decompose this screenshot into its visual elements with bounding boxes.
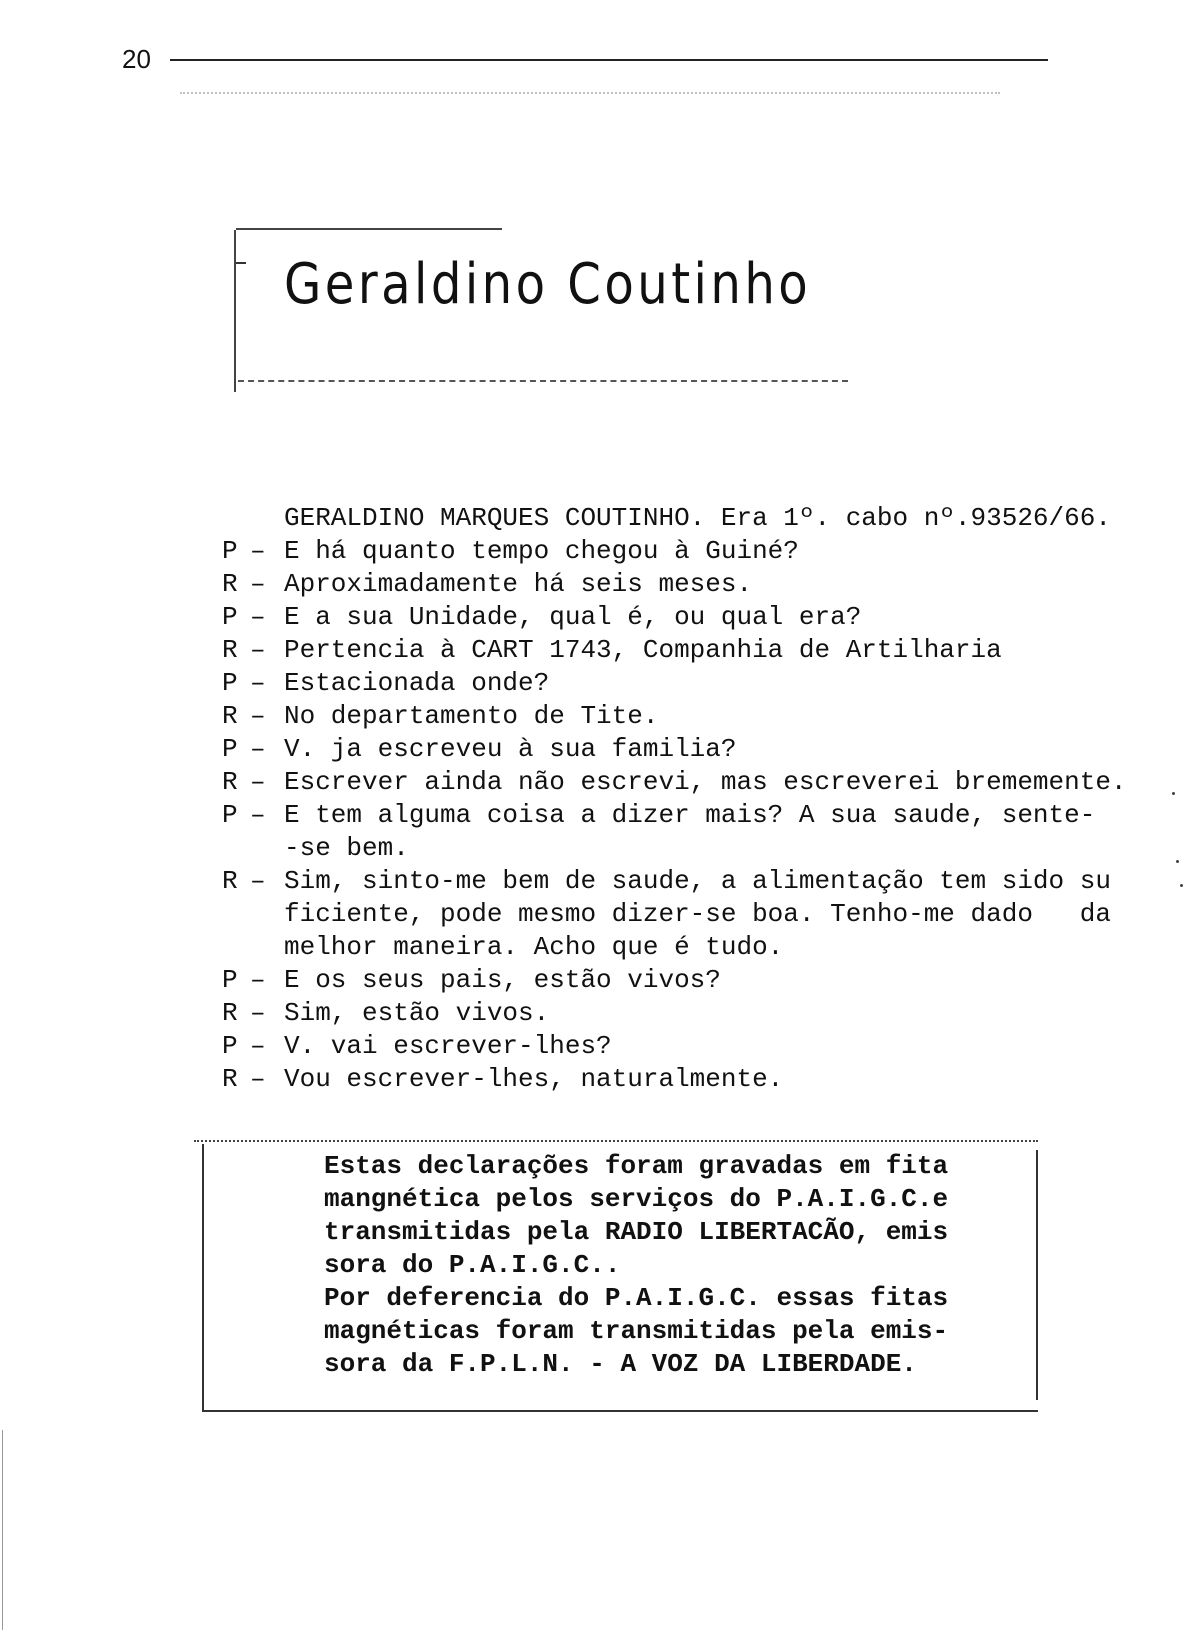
- margin-speck: [1180, 884, 1183, 887]
- dash-separator: –: [250, 536, 266, 566]
- question-line: [222, 667, 1142, 700]
- dash-separator: –: [250, 1064, 266, 1094]
- page-number: 20: [122, 44, 151, 74]
- dialogue-text: V. vai escrever-lhes?: [284, 1031, 612, 1061]
- dialogue-text: Estacionada onde?: [284, 668, 550, 698]
- dialogue-text: No departamento de Tite.: [284, 701, 659, 731]
- question-line: [222, 601, 1142, 634]
- dash-separator: –: [250, 701, 266, 731]
- dash-separator: –: [250, 668, 266, 698]
- speaker-label: R: [222, 866, 238, 896]
- dash-separator: –: [250, 734, 266, 764]
- speaker-label: R: [222, 701, 238, 731]
- dash-separator: –: [250, 767, 266, 797]
- dash-separator: –: [250, 635, 266, 665]
- interview-intro: GERALDINO MARQUES COUTINHO. Era 1º. cabo nº.93526/66.: [284, 503, 1111, 533]
- title-frame-bottom: [238, 380, 848, 382]
- page-title: Geraldino Coutinho: [284, 252, 812, 317]
- question-line: [222, 964, 1142, 997]
- title-frame-tick: [236, 262, 246, 264]
- question-line: [222, 1030, 1142, 1063]
- dash-separator: –: [250, 1031, 266, 1061]
- speaker-label: R: [222, 635, 238, 665]
- dialogue-text: E há quanto tempo chegou à Guiné?: [284, 536, 799, 566]
- header-specks: [180, 92, 1000, 98]
- speaker-label: R: [222, 998, 238, 1028]
- question-line: [222, 535, 1142, 568]
- header-rule: [170, 59, 1048, 61]
- dialogue-continuation: ficiente, pode mesmo dizer-se boa. Tenho-me dado da: [284, 899, 1111, 929]
- dialogue-text: Pertencia à CART 1743, Companhia de Artilharia: [284, 635, 1002, 665]
- answer-line: [222, 568, 1142, 601]
- speaker-label: P: [222, 536, 238, 566]
- speaker-label: R: [222, 767, 238, 797]
- dialogue-text: V. ja escreveu à sua familia?: [284, 734, 737, 764]
- answer-line: [222, 1063, 1142, 1096]
- note-line: mangnética pelos serviços do P.A.I.G.C.e: [324, 1184, 949, 1214]
- note-line: sora do P.A.I.G.C..: [324, 1250, 621, 1280]
- note-line: Estas declarações foram gravadas em fita: [324, 1151, 949, 1181]
- note-border-top: [194, 1140, 1038, 1142]
- answer-line: [222, 865, 1142, 898]
- dash-separator: –: [250, 965, 266, 995]
- speaker-label: P: [222, 668, 238, 698]
- dash-separator: –: [250, 866, 266, 896]
- dialogue-text: E tem alguma coisa a dizer mais? A sua saude, sente-: [284, 800, 1096, 830]
- question-line: [222, 733, 1142, 766]
- broadcast-note-box: [202, 1140, 1038, 1410]
- speaker-label: R: [222, 569, 238, 599]
- margin-speck: [1172, 792, 1175, 795]
- note-line: magnéticas foram transmitidas pela emis-: [324, 1316, 949, 1346]
- question-line: [222, 799, 1142, 832]
- speaker-label: P: [222, 965, 238, 995]
- dash-separator: –: [250, 569, 266, 599]
- scan-edge-line: [2, 1430, 3, 1630]
- interview-transcript: [222, 502, 1142, 1096]
- dialogue-text: Aproximadamente há seis meses.: [284, 569, 753, 599]
- answer-line: [222, 700, 1142, 733]
- speaker-label: P: [222, 800, 238, 830]
- broadcast-note-text: [324, 1150, 1024, 1381]
- note-border-left: [202, 1144, 204, 1410]
- note-border-bottom: [202, 1410, 1038, 1412]
- dialogue-text: E a sua Unidade, qual é, ou qual era?: [284, 602, 862, 632]
- speaker-label: P: [222, 1031, 238, 1061]
- speaker-label: R: [222, 1064, 238, 1094]
- answer-line: [222, 997, 1142, 1030]
- note-border-right: [1036, 1150, 1038, 1400]
- dash-separator: –: [250, 998, 266, 1028]
- title-frame-left: [234, 230, 236, 392]
- dialogue-text: Escrever ainda não escrevi, mas escreverei brememente.: [284, 767, 1127, 797]
- title-frame-top: [236, 228, 502, 230]
- note-line: sora da F.P.L.N. - A VOZ DA LIBERDADE.: [324, 1349, 917, 1379]
- note-line: Por deferencia do P.A.I.G.C. essas fitas: [324, 1283, 949, 1313]
- dash-separator: –: [250, 800, 266, 830]
- answer-line: [222, 766, 1142, 799]
- answer-line: [222, 634, 1142, 667]
- dialogue-continuation: melhor maneira. Acho que é tudo.: [284, 932, 784, 962]
- dialogue-text: Sim, sinto-me bem de saude, a alimentação tem sido su: [284, 866, 1111, 896]
- dialogue-continuation: -se bem.: [284, 833, 409, 863]
- dialogue-text: E os seus pais, estão vivos?: [284, 965, 721, 995]
- speaker-label: P: [222, 734, 238, 764]
- margin-speck: [1176, 860, 1179, 863]
- speaker-label: P: [222, 602, 238, 632]
- dash-separator: –: [250, 602, 266, 632]
- dialogue-text: Vou escrever-lhes, naturalmente.: [284, 1064, 784, 1094]
- note-line: transmitidas pela RADIO LIBERTACÃO, emis: [324, 1217, 949, 1247]
- dialogue-text: Sim, estão vivos.: [284, 998, 550, 1028]
